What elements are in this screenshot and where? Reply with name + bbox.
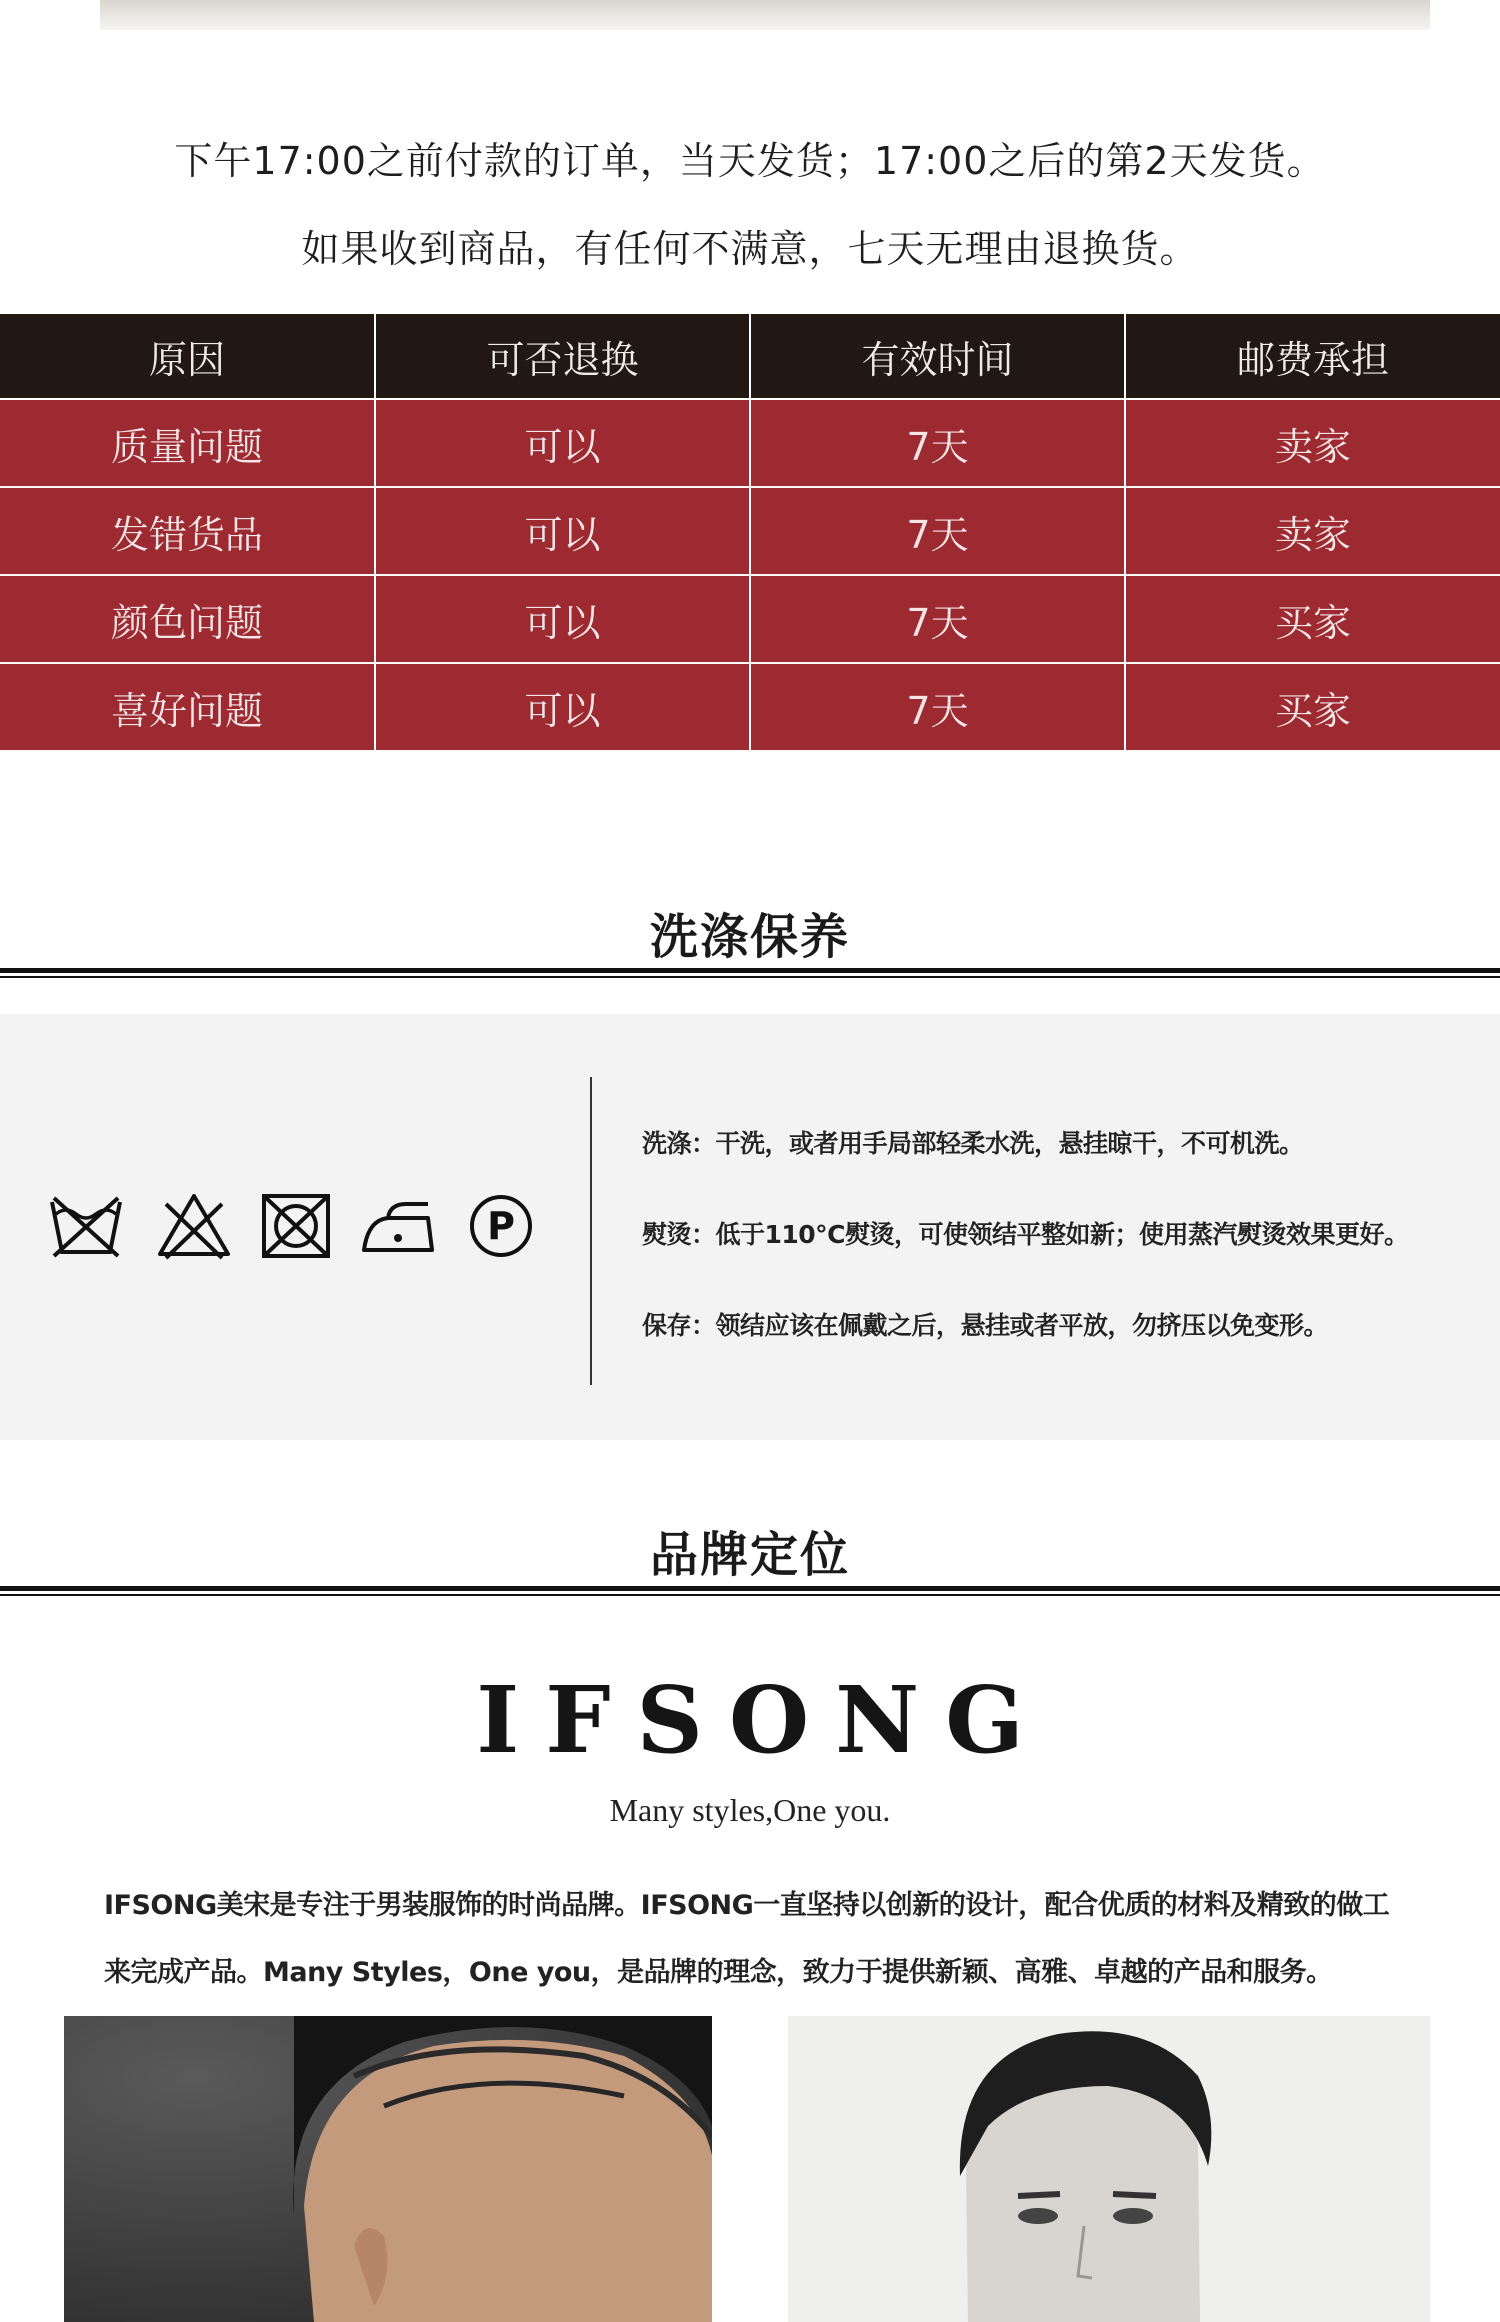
section-divider [0, 976, 1500, 978]
brand-description-line: IFSONG美宋是专注于男装服饰的时尚品牌。IFSONG一直坚持以创新的设计，配合优质的材料及精致的做工 [104, 1890, 1390, 1921]
table-cell: 颜色问题 [0, 575, 375, 663]
table-cell: 可以 [375, 487, 750, 575]
table-cell: 卖家 [1125, 399, 1500, 487]
table-header-row [0, 314, 1500, 399]
table-cell: 喜好问题 [0, 663, 375, 751]
iron-low-icon [358, 1190, 438, 1262]
care-ironing-text: 熨烫：低于110°C熨烫，可使领结平整如新；使用蒸汽熨烫效果更好。 [642, 1220, 1409, 1249]
header-valid-time: 有效时间 [750, 314, 1125, 399]
brand-tagline: Many styles,One you. [609, 1792, 891, 1828]
header-returnable: 可否退换 [375, 314, 750, 399]
section-divider [0, 1586, 1500, 1591]
return-policy-table [0, 314, 1500, 752]
table-row [0, 575, 1500, 663]
table-row [0, 399, 1500, 487]
dry-clean-p-icon: P [470, 1195, 532, 1257]
table-cell: 可以 [375, 663, 750, 751]
table-cell: 质量问题 [0, 399, 375, 487]
brand-logo: IFSONG [476, 1666, 1050, 1774]
model-photo-right [788, 2016, 1430, 2322]
header-reason: 原因 [0, 314, 375, 399]
brand-section-title: 品牌定位 [649, 1527, 850, 1583]
no-wash-icon [46, 1190, 126, 1262]
table-cell: 发错货品 [0, 487, 375, 575]
section-divider [0, 1594, 1500, 1596]
table-cell: 7天 [750, 663, 1125, 751]
table-cell: 可以 [375, 399, 750, 487]
care-section-title: 洗涤保养 [649, 909, 850, 965]
table-cell: 买家 [1125, 663, 1500, 751]
care-storage-text: 保存：领结应该在佩戴之后，悬挂或者平放，勿挤压以免变形。 [642, 1311, 1329, 1340]
section-divider [0, 968, 1500, 973]
table-cell: 买家 [1125, 575, 1500, 663]
table-row [0, 663, 1500, 751]
no-bleach-icon [154, 1190, 234, 1262]
shipping-policy-text: 下午17:00之前付款的订单，当天发货；17:00之后的第2天发货。 [174, 139, 1326, 183]
brand-description-line: 来完成产品。Many Styles，One you，是品牌的理念，致力于提供新颖、高雅、卓越的产品和服务。 [104, 1957, 1333, 1988]
return-policy-text: 如果收到商品，有任何不满意，七天无理由退换货。 [301, 227, 1199, 271]
top-product-image [100, 0, 1430, 30]
table-cell: 7天 [750, 575, 1125, 663]
care-divider [590, 1077, 592, 1385]
table-cell: 7天 [750, 399, 1125, 487]
table-row [0, 487, 1500, 575]
table-cell: 可以 [375, 575, 750, 663]
header-shipping-fee: 邮费承担 [1125, 314, 1500, 399]
model-photo-left [64, 2016, 712, 2322]
care-washing-text: 洗涤：干洗，或者用手局部轻柔水洗，悬挂晾干，不可机洗。 [642, 1129, 1304, 1158]
table-cell: 7天 [750, 487, 1125, 575]
table-cell: 卖家 [1125, 487, 1500, 575]
no-tumble-dry-icon [256, 1190, 336, 1262]
